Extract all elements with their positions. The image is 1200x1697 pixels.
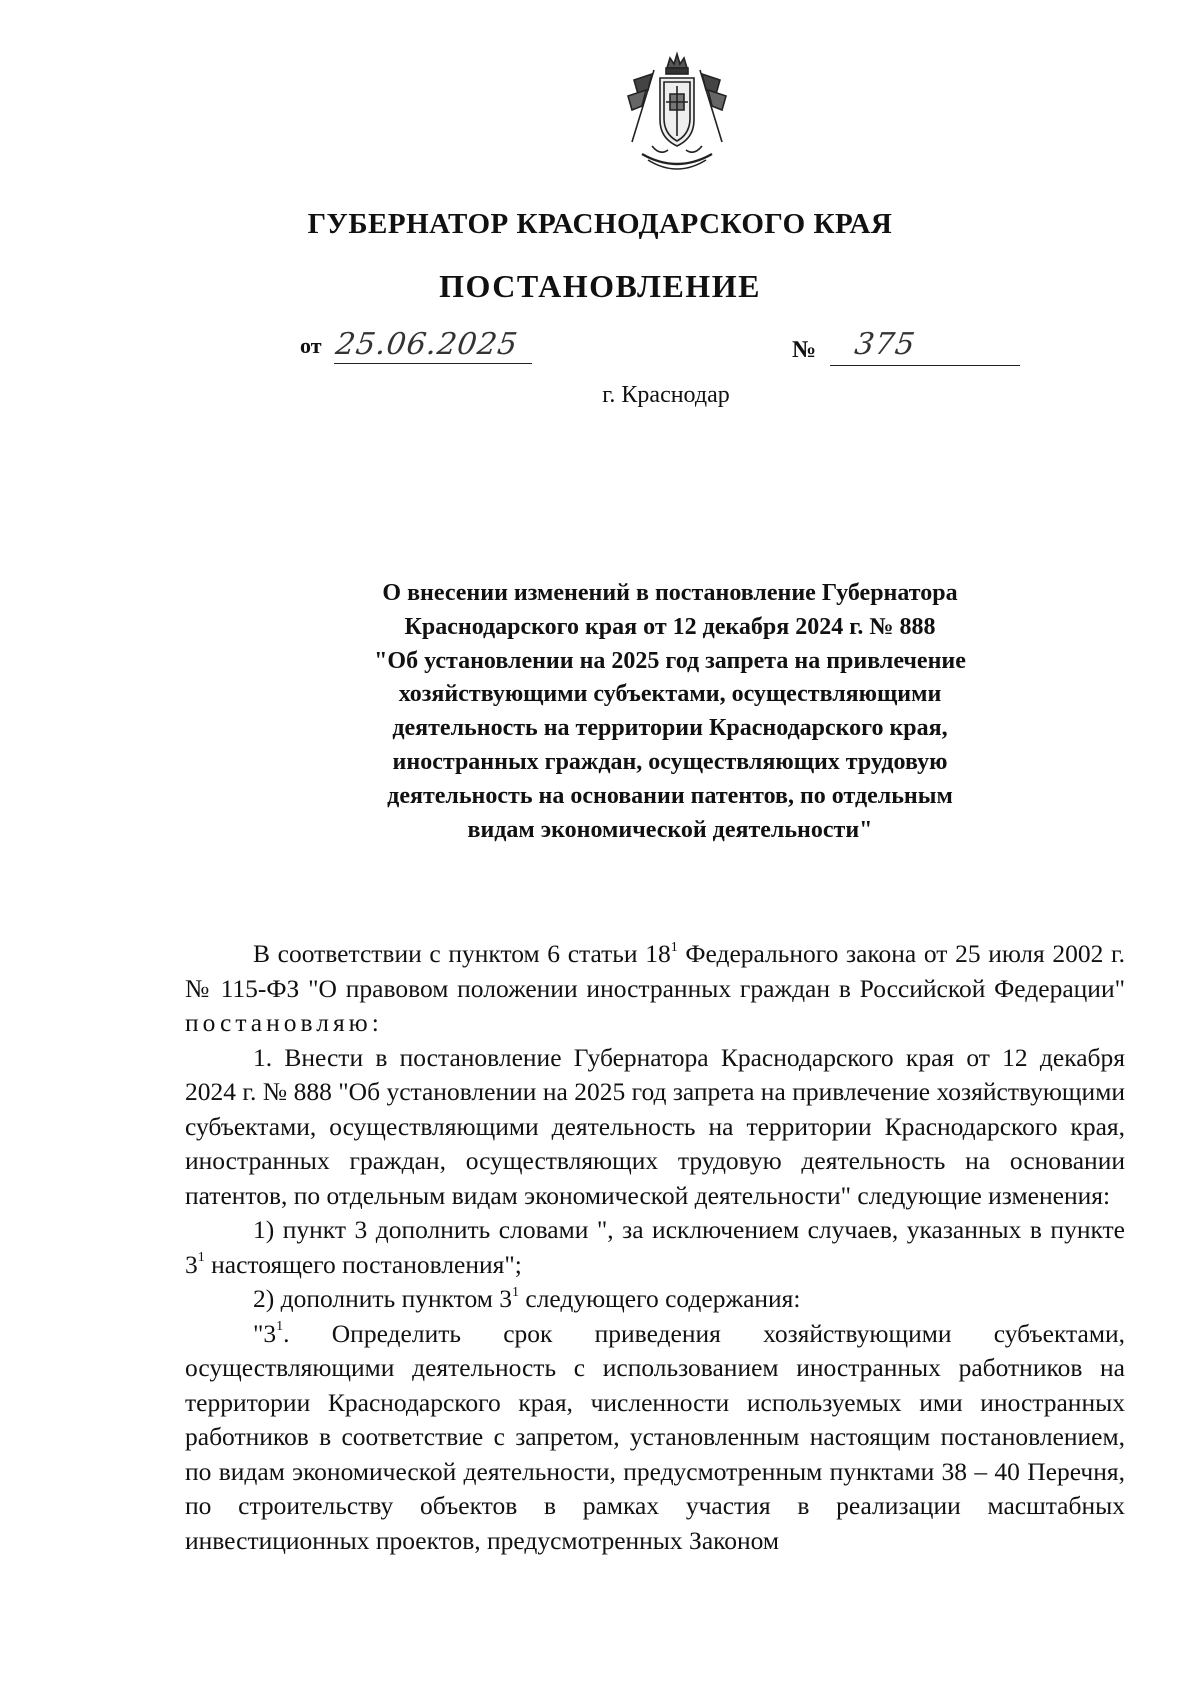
preamble-paragraph bbox=[185, 937, 1125, 1041]
title-line: "Об установлении на 2025 год запрета на привлечение bbox=[374, 647, 966, 674]
title-line: Краснодарского края от 12 декабря 2024 г. № 888 bbox=[404, 613, 936, 640]
text-run: В соответствии с пунктом 6 статьи 18 bbox=[253, 939, 671, 968]
city: г. Краснодар bbox=[602, 382, 730, 408]
document-body bbox=[185, 937, 1125, 1558]
text-run: 1) пункт 3 дополнить словами ", за исключением случаев, указанных в пункте 3 bbox=[185, 1215, 1125, 1279]
document-title bbox=[300, 577, 1040, 847]
title-line: деятельность на территории Краснодарского края, bbox=[392, 715, 948, 742]
handwritten-date: 25.06.2025 bbox=[333, 327, 521, 362]
date-prefix: от bbox=[300, 333, 322, 358]
text-run: Федерального закона от 25 июля 2002 г. № 115-ФЗ "О правовом положении иностранных граждан в Российской Федерации" bbox=[185, 939, 1125, 1003]
text-run: 2) дополнить пунктом 3 bbox=[253, 1284, 512, 1313]
title-line: деятельность на основании патентов, по отдельным bbox=[387, 782, 953, 809]
document-type: ПОСТАНОВЛЕНИЕ bbox=[439, 268, 761, 304]
subclause-1-paragraph bbox=[185, 1213, 1125, 1282]
title-line: видам экономической деятельности" bbox=[467, 816, 873, 843]
superscript: 1 bbox=[197, 1250, 205, 1265]
number-underline bbox=[830, 365, 1020, 366]
title-line: О внесении изменений в постановление Губернатора bbox=[382, 580, 958, 606]
clause-1-paragraph: 1. Внести в постановление Губернатора Краснодарского края от 12 декабря 2024 г. № 888 "Об установлении на 2025 год запрета на привлечение хозяйствующими субъектами, осуществляющими деятельность на территории Краснодарского края, иностранных граждан, осуществляющих трудовую деятельность на основании патентов, по отдельным видам экономической деятельности" следующие изменения: bbox=[185, 1042, 1125, 1210]
title-line: хозяйствующими субъектами, осуществляющими bbox=[398, 681, 942, 708]
superscript: 1 bbox=[512, 1284, 519, 1300]
superscript: 1 bbox=[670, 939, 678, 955]
spaced-word: постановляю: bbox=[185, 1008, 383, 1037]
text-run: следующего содержания: bbox=[519, 1284, 801, 1313]
issuing-authority: ГУБЕРНАТОР КРАСНОДАРСКОГО КРАЯ bbox=[307, 208, 893, 240]
text-run: настоящего постановления"; bbox=[204, 1249, 522, 1279]
title-line: иностранных граждан, осуществляющих трудовую bbox=[392, 748, 948, 775]
date-underline bbox=[334, 363, 532, 364]
text-run: . Определить срок приведения хозяйствующими субъектами, осуществляющими деятельность с использованием иностранных работников на территории Краснодарского края, численности используемых ими иностранных работников в соответствие с запретом, установленным настоящим постановлением, по видам экономической деятельности, предусмотренным пунктами 38 – 40 Перечня, по строительству объектов в рамках участия в реализации масштабных инвестиционных проектов, предусмотренных Законом bbox=[185, 1318, 1125, 1555]
number-label: № bbox=[792, 337, 817, 363]
text-run: "3 bbox=[253, 1318, 277, 1348]
coat-of-arms-emblem bbox=[612, 50, 742, 180]
handwritten-number: 375 bbox=[852, 327, 918, 362]
date-number-row bbox=[300, 327, 1020, 377]
inserted-clause-paragraph bbox=[185, 1317, 1125, 1559]
superscript: 1 bbox=[276, 1319, 284, 1334]
subclause-2-paragraph bbox=[185, 1282, 1125, 1317]
